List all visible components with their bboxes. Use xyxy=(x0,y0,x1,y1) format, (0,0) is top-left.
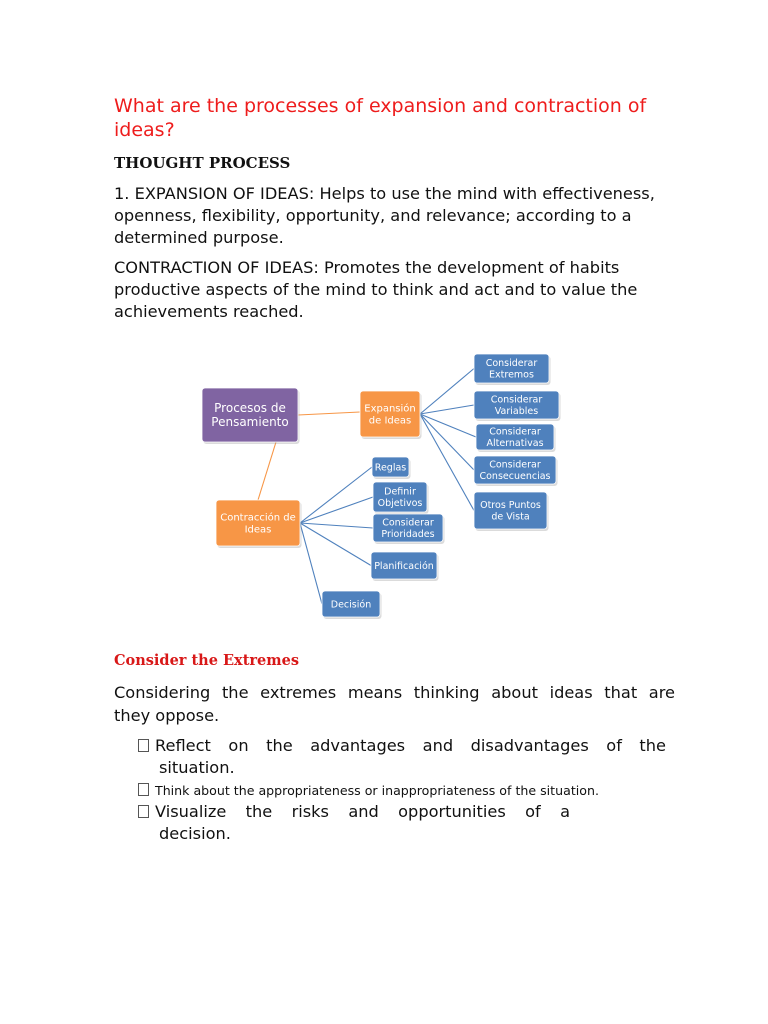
thought-process-diagram xyxy=(196,350,566,625)
page-title: What are the processes of expansion and contraction of ideas? xyxy=(114,95,647,141)
node-contraction-child-label: Objetivos xyxy=(377,498,423,510)
node-expansion-child-label: Considerar xyxy=(489,426,541,438)
paragraph-extremes-line2: they oppose. xyxy=(114,706,220,725)
connector-expansion-child xyxy=(420,369,474,415)
diagram-svg xyxy=(196,350,566,625)
bullet-box-icon xyxy=(138,783,149,796)
connector-contraction-child xyxy=(300,497,373,523)
node-expansion-child-label: Variables xyxy=(494,406,539,418)
bullet-item xyxy=(138,801,570,845)
connector-contraction-child xyxy=(300,523,322,604)
node-expansion-de-ideas-label: Expansión xyxy=(364,403,416,415)
node-contraction-child-label: Considerar xyxy=(382,517,434,529)
bullet-text: Visualize the risks and opportunities of a xyxy=(155,802,570,821)
node-expansion-child-label: Considerar xyxy=(485,358,538,370)
connector-contraction-child xyxy=(300,467,372,523)
node-expansion-child-label: Otros Puntos xyxy=(480,500,541,512)
connector-expansion-child xyxy=(420,405,474,414)
bullet-text: Think about the appropriateness or inappropriateness of the situation. xyxy=(155,783,599,798)
node-expansion-child-label: Alternativas xyxy=(486,438,544,450)
connector-contraction-child xyxy=(300,523,371,566)
bullet-item xyxy=(138,735,666,779)
node-contraction-child-label: Definir xyxy=(384,486,416,498)
node-contraction-child-label: Reglas xyxy=(374,462,407,474)
bullet-box-icon xyxy=(138,739,149,752)
node-contraction-child-label: Decisión xyxy=(330,599,372,611)
paragraph-contraction: CONTRACTION OF IDEAS: Promotes the development of habits productive aspects of the mind to think and act and to value the achievements reached. xyxy=(114,258,638,321)
connector-expansion-child xyxy=(420,414,476,437)
node-procesos-de-pensamiento-label: Pensamiento xyxy=(211,415,289,430)
node-contraction-child-label: Prioridades xyxy=(381,529,435,541)
bullet-box-icon xyxy=(138,805,149,818)
bullet-text-continued: decision. xyxy=(159,824,231,843)
node-expansion-child-label: Considerar xyxy=(490,394,543,406)
connector-root-expansion xyxy=(298,412,360,415)
node-contraction-child-label: Planificación xyxy=(374,560,434,572)
paragraph-expansion: 1. EXPANSION OF IDEAS: Helps to use the mind with effectiveness, openness, flexibility, opportunity, and relevance; according to a determined purpose. xyxy=(114,184,655,247)
node-contraccion-de-ideas-label: Contracción de xyxy=(220,512,296,524)
paragraph-extremes xyxy=(114,681,675,727)
bullet-item xyxy=(138,782,599,800)
node-procesos-de-pensamiento-label: Procesos de xyxy=(214,401,286,416)
node-expansion-de-ideas-label: de Ideas xyxy=(368,415,412,427)
node-contraccion-de-ideas-label: Ideas xyxy=(244,524,272,536)
node-expansion-child-label: Extremos xyxy=(489,369,534,381)
section-heading: THOUGHT PROCESS xyxy=(114,154,291,172)
bullet-text: Reflect on the advantages and disadvantages of the xyxy=(155,736,666,755)
paragraph-extremes-line1: Considering the extremes means thinking about ideas that are xyxy=(114,683,675,702)
node-expansion-child-label: Considerar xyxy=(489,459,541,471)
bullet-text-continued: situation. xyxy=(159,758,235,777)
node-expansion-child-label: de Vista xyxy=(491,511,530,523)
subheading-consider-extremes: Consider the Extremes xyxy=(114,652,299,669)
node-expansion-child-label: Consecuencias xyxy=(479,471,551,483)
connector-root-contraction xyxy=(258,442,276,500)
connector-contraction-child xyxy=(300,523,373,528)
